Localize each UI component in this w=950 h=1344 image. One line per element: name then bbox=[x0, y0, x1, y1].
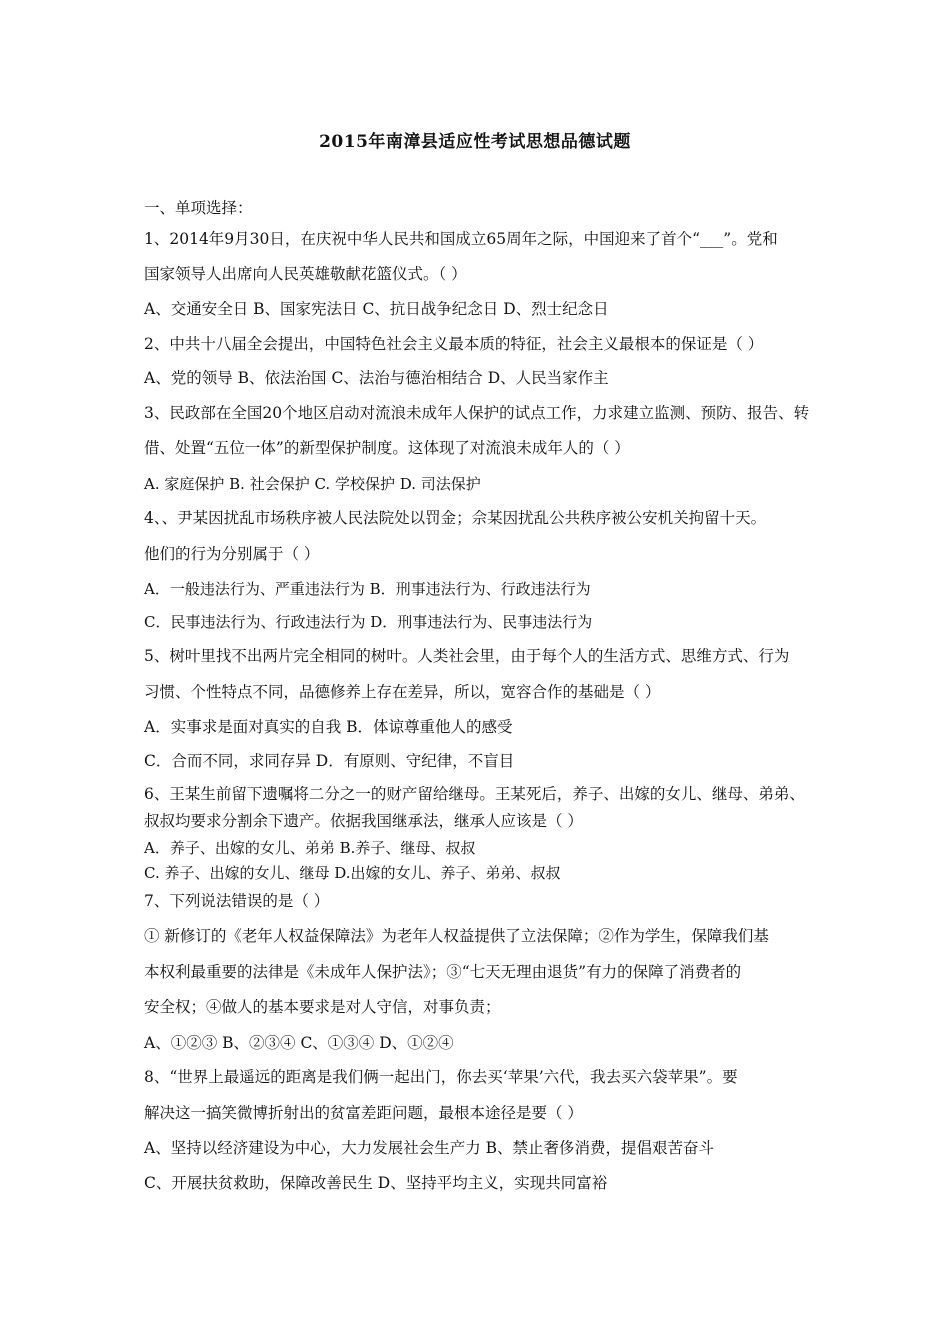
question-2-line-1: 2、中共十八届全会提出，中国特色社会主义最本质的特征，社会主义最根本的保证是（ ） bbox=[144, 335, 764, 353]
question-4-options-cd: C．民事违法行为、行政违法行为 D．刑事违法行为、民事违法行为 bbox=[144, 613, 593, 631]
question-6-line-2: 叔叔均要求分割余下遗产。依据我国继承法，继承人应该是（ ） bbox=[144, 812, 583, 830]
question-6-options-cd: C. 养子、出嫁的女儿、继母 D.出嫁的女儿、养子、弟弟、叔叔 bbox=[144, 864, 561, 882]
question-4-line-2: 他们的行为分别属于（ ） bbox=[144, 545, 320, 563]
question-4-options-ab: A．一般违法行为、严重违法行为 B．刑事违法行为、行政违法行为 bbox=[144, 580, 591, 598]
question-6-line-1: 6、王某生前留下遗嘱将二分之一的财产留给继母。王某死后，养子、出嫁的女儿、继母、弟弟、 bbox=[144, 785, 805, 803]
section-heading: 一、单项选择： bbox=[144, 199, 253, 217]
question-5-line-1: 5、树叶里找不出两片完全相同的树叶。人类社会里，由于每个人的生活方式、思维方式、行为 bbox=[144, 647, 790, 665]
question-7-line-3: 本权利最重要的法律是《未成年人保护法》；③“七天无理由退货”有力的保障了消费者的 bbox=[144, 963, 742, 981]
question-8-line-1: 8、“世界上最遥远的距离是我们俩一起出门，你去买‘苹果’六代，我去买六袋苹果”。要 bbox=[144, 1068, 738, 1086]
question-1-line-1: 1、2014年9月30日，在庆祝中华人民共和国成立65周年之际，中国迎来了首个“___”。党和 bbox=[144, 230, 778, 248]
question-1-options: A、交通安全日 B、国家宪法日 C、抗日战争纪念日 D、烈士纪念日 bbox=[144, 300, 609, 318]
question-2-options: A、党的领导 B、依法治国 C、法治与德治相结合 D、人民当家作主 bbox=[144, 369, 609, 387]
question-6-options-ab: A．养子、出嫁的女儿、弟弟 B.养子、继母、叔叔 bbox=[144, 839, 476, 857]
question-5-options-ab: A．实事求是面对真实的自我 B．体谅尊重他人的感受 bbox=[144, 718, 513, 736]
question-4-line-1: 4、、尹某因扰乱市场秩序被人民法院处以罚金；佘某因扰乱公共秩序被公安机关拘留十天。 bbox=[144, 509, 767, 527]
question-3-options: A. 家庭保护 B. 社会保护 C. 学校保护 D. 司法保护 bbox=[144, 475, 481, 493]
page-title: 2015年南漳县适应性考试思想品德试题 bbox=[319, 132, 631, 152]
question-7-line-1: 7、下列说法错误的是（ ） bbox=[144, 892, 330, 910]
question-8-line-2: 解决这一搞笑微博折射出的贫富差距问题，最根本途径是要（ ） bbox=[144, 1104, 583, 1122]
question-3-line-2: 借、处置“五位一体”的新型保护制度。这体现了对流浪未成年人的（ ） bbox=[144, 439, 630, 457]
question-7-line-2: ① 新修订的《老年人权益保障法》为老年人权益提供了立法保障；②作为学生，保障我们基 bbox=[144, 927, 769, 945]
question-3-line-1: 3、民政部在全国20个地区启动对流浪未成年人保护的试点工作，力求建立监测、预防、报告、转 bbox=[144, 404, 810, 422]
question-7-line-4: 安全权；④做人的基本要求是对人守信，对事负责； bbox=[144, 998, 501, 1016]
question-1-line-2: 国家领导人出席向人民英雄敬献花篮仪式。（ ） bbox=[144, 265, 467, 283]
question-5-line-2: 习惯、个性特点不同，品德修养上存在差异，所以，宽容合作的基础是（ ） bbox=[144, 683, 661, 701]
question-8-options-cd: C、开展扶贫救助，保障改善民生 D、坚持平均主义，实现共同富裕 bbox=[144, 1174, 608, 1192]
question-7-options: A、①②③ B、②③④ C、①③④ D、①②④ bbox=[144, 1034, 454, 1052]
question-5-options-cd: C．合而不同，求同存异 D．有原则、守纪律，不盲目 bbox=[144, 752, 515, 770]
question-8-options-ab: A、坚持以经济建设为中心，大力发展社会生产力 B、禁止奢侈消费，提倡艰苦奋斗 bbox=[144, 1139, 715, 1157]
